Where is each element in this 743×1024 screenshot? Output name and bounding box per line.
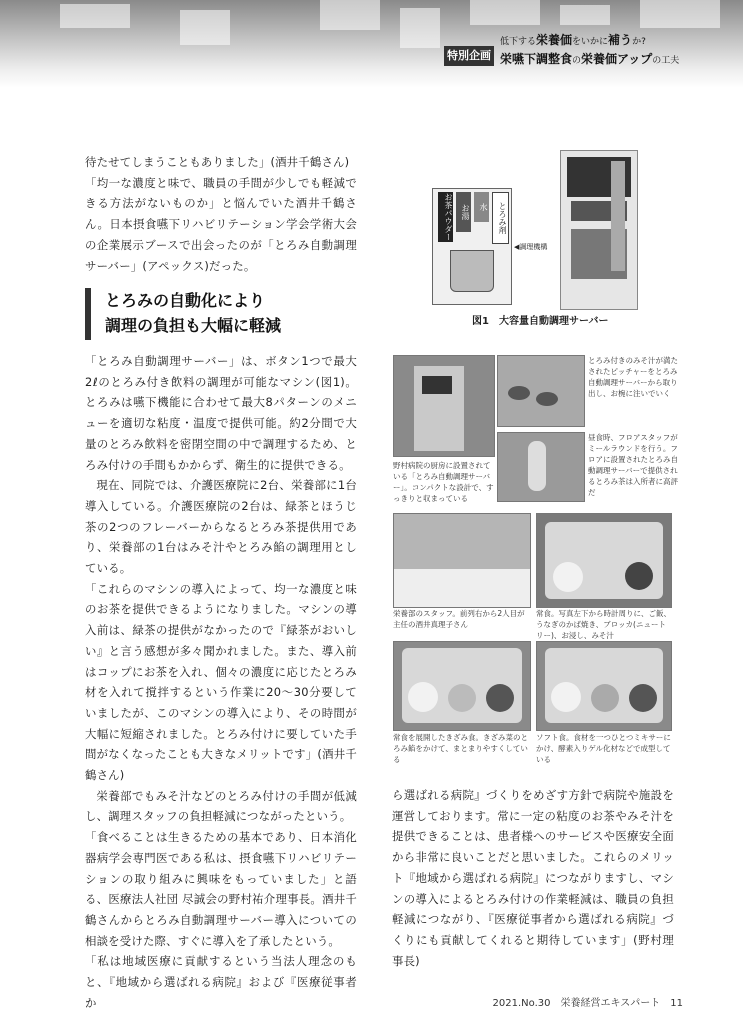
- paragraph: 現在、同院では、介護医療院に2台、栄養部に1台導入している。介護医療院の2台は、緑茶とほうじ茶の2つのフレーバーからなるとろみ茶提供用であり、栄養部の1台はみそ汁やとろみ餡の調理用としている。: [85, 478, 357, 576]
- staff-photo: [393, 513, 531, 608]
- pitcher-photo: [497, 355, 585, 427]
- lunch-photo: [497, 432, 585, 502]
- left-column-top: [85, 152, 357, 276]
- mixer-label: ◀調理機構: [514, 243, 548, 251]
- chopped-meal-caption: 常食を展開したきざみ食。きざみ菜のとろみ餡をかけて、まとまりやすくしている: [393, 733, 528, 764]
- thickener-label: とろみ剤: [492, 192, 509, 244]
- paragraph: 栄養部でもみそ汁などのとろみ付けの手間が低減し、調理スタッフの負担軽減につながったという。: [85, 788, 357, 824]
- regular-meal-photo: [536, 513, 672, 608]
- chopped-meal-photo: [393, 641, 531, 731]
- left-column-body: [85, 351, 357, 1014]
- page-footer: 2021.No.30 栄養経営エキスパート 11: [492, 998, 683, 1009]
- kitchen-photo: [393, 355, 495, 457]
- paragraph: 「私は地域医療に貢献するという当法人理念のもと、『地域から選ばれる病院』および『医療従事者か: [85, 954, 357, 1010]
- staff-caption: 栄養部のスタッフ。前列右から2人目が主任の酒井真理子さん: [393, 609, 525, 629]
- server-machine: [560, 150, 638, 310]
- paragraph: 「とろみ自動調理サーバー」は、ボタン1つで最大2ℓのとろみ付き飲料の調理が可能なマシン(図1)。とろみは嚥下機能に合わせて最大8パターンのメニューを適切な粘度・温度で提供可能。約2分間で大量のとろみ飲料を密閉空間の中で調理するため、とろみ付けの手間もかからず、衛生的に提供できる。: [85, 354, 357, 472]
- mixer-cup-icon: [450, 250, 494, 292]
- right-column-body: [392, 785, 674, 971]
- figure-1-caption: 図1 大容量自動調理サーバー: [472, 316, 609, 327]
- soft-meal-photo: [536, 641, 672, 731]
- powder-label: お茶パウダー: [438, 192, 453, 242]
- soft-meal-caption: ソフト食。食材を一つひとつミキサーにかけ、酵素入りゲル化材などで成型している: [536, 733, 671, 764]
- paragraph: 待たせてしまうこともありました」(酒井千鶴さん): [85, 155, 350, 169]
- kitchen-caption: 野村病院の厨房に設置されている「とろみ自動調理サーバー」。コンパクトな設計で、すっきりと収まっている: [393, 461, 494, 503]
- lunch-caption: 昼食時、フロアスタッフがミールラウンドを行う。フロアに設置されたとろみ自動調理サーバーで提供されるとろみ茶は入所者に高評だ: [588, 433, 678, 497]
- paragraph: 「これらのマシンの導入によって、均一な濃度と味のお茶を提供できるようになりました。マシンの導入前は、緑茶の提供がなかったので『緑茶がおいしい』と言う感想が多々聞かれました。また、導入前はコップにお茶を入れ、個々の濃度に応じたとろみ材を入れて撹拌するという作業に20〜30分要していましたが、このマシンの導入により、その時間が大幅に短縮されました。とろみ付けに要していた手間がなくなったことも大きなメリットです」(酒井千鶴さん): [85, 581, 357, 783]
- hot-water-label: お湯: [456, 192, 471, 232]
- paragraph: ら選ばれる病院』づくりをめざす方針で病院や施設を運営しております。常に一定の粘度のお茶やみそ汁を提供できることは、患者様へのサービスや医療安全面から非常に良いことだと思いました。これらのメリット『地域から選ばれる病院』につながりますし、マシンの導入によるとろみ付けの作業軽減は、職員の負担軽減につながり、『医療従事者から選ばれる病院』づくりにも貢献してくれると期待しています」(野村理事長): [392, 788, 674, 968]
- paragraph: 「食べることは生きるための基本であり、日本消化器病学会専門医である私は、摂食嚥下リハビリテーションの取り組みに興味をもっていました」と語る、医療法人社団 尽誠会の野村祐介理事長。酒井千鶴さんからとろみ自動調理サーバー導入についての相談を受けた際、すぐに導入を了承したという。: [85, 830, 357, 948]
- water-label: 水: [474, 192, 489, 222]
- figure-1: [432, 150, 662, 327]
- regular-meal-caption: 常食。写真左下から時計周りに、ご飯、うなぎのかば焼き、ブロッカ(ニュートリー)、お浸し、みそ汁: [536, 609, 671, 640]
- section-heading: とろみの自動化により 調理の負担も大幅に軽減: [85, 288, 373, 340]
- paragraph: 「均一な濃度と味で、職員の手間が少しでも軽減できる方法がないものか」と悩んでいた酒井千鶴さん。日本摂食嚥下リハビリテーション学会学術大会の企業展示ブースで出会ったのが「とろみ自動調理サーバー」(アペックス)だった。: [85, 175, 357, 273]
- feature-title: 低下する栄養価をいかに補うか? 栄嚥下調整食の栄養価アップの工夫: [500, 33, 680, 66]
- pitcher-caption: とろみ付きのみそ汁が満たされたピッチャーをとろみ自動調理サーバーから取り出し、お椀に注いでいく: [588, 356, 678, 398]
- special-feature-badge: 特別企画: [444, 46, 494, 66]
